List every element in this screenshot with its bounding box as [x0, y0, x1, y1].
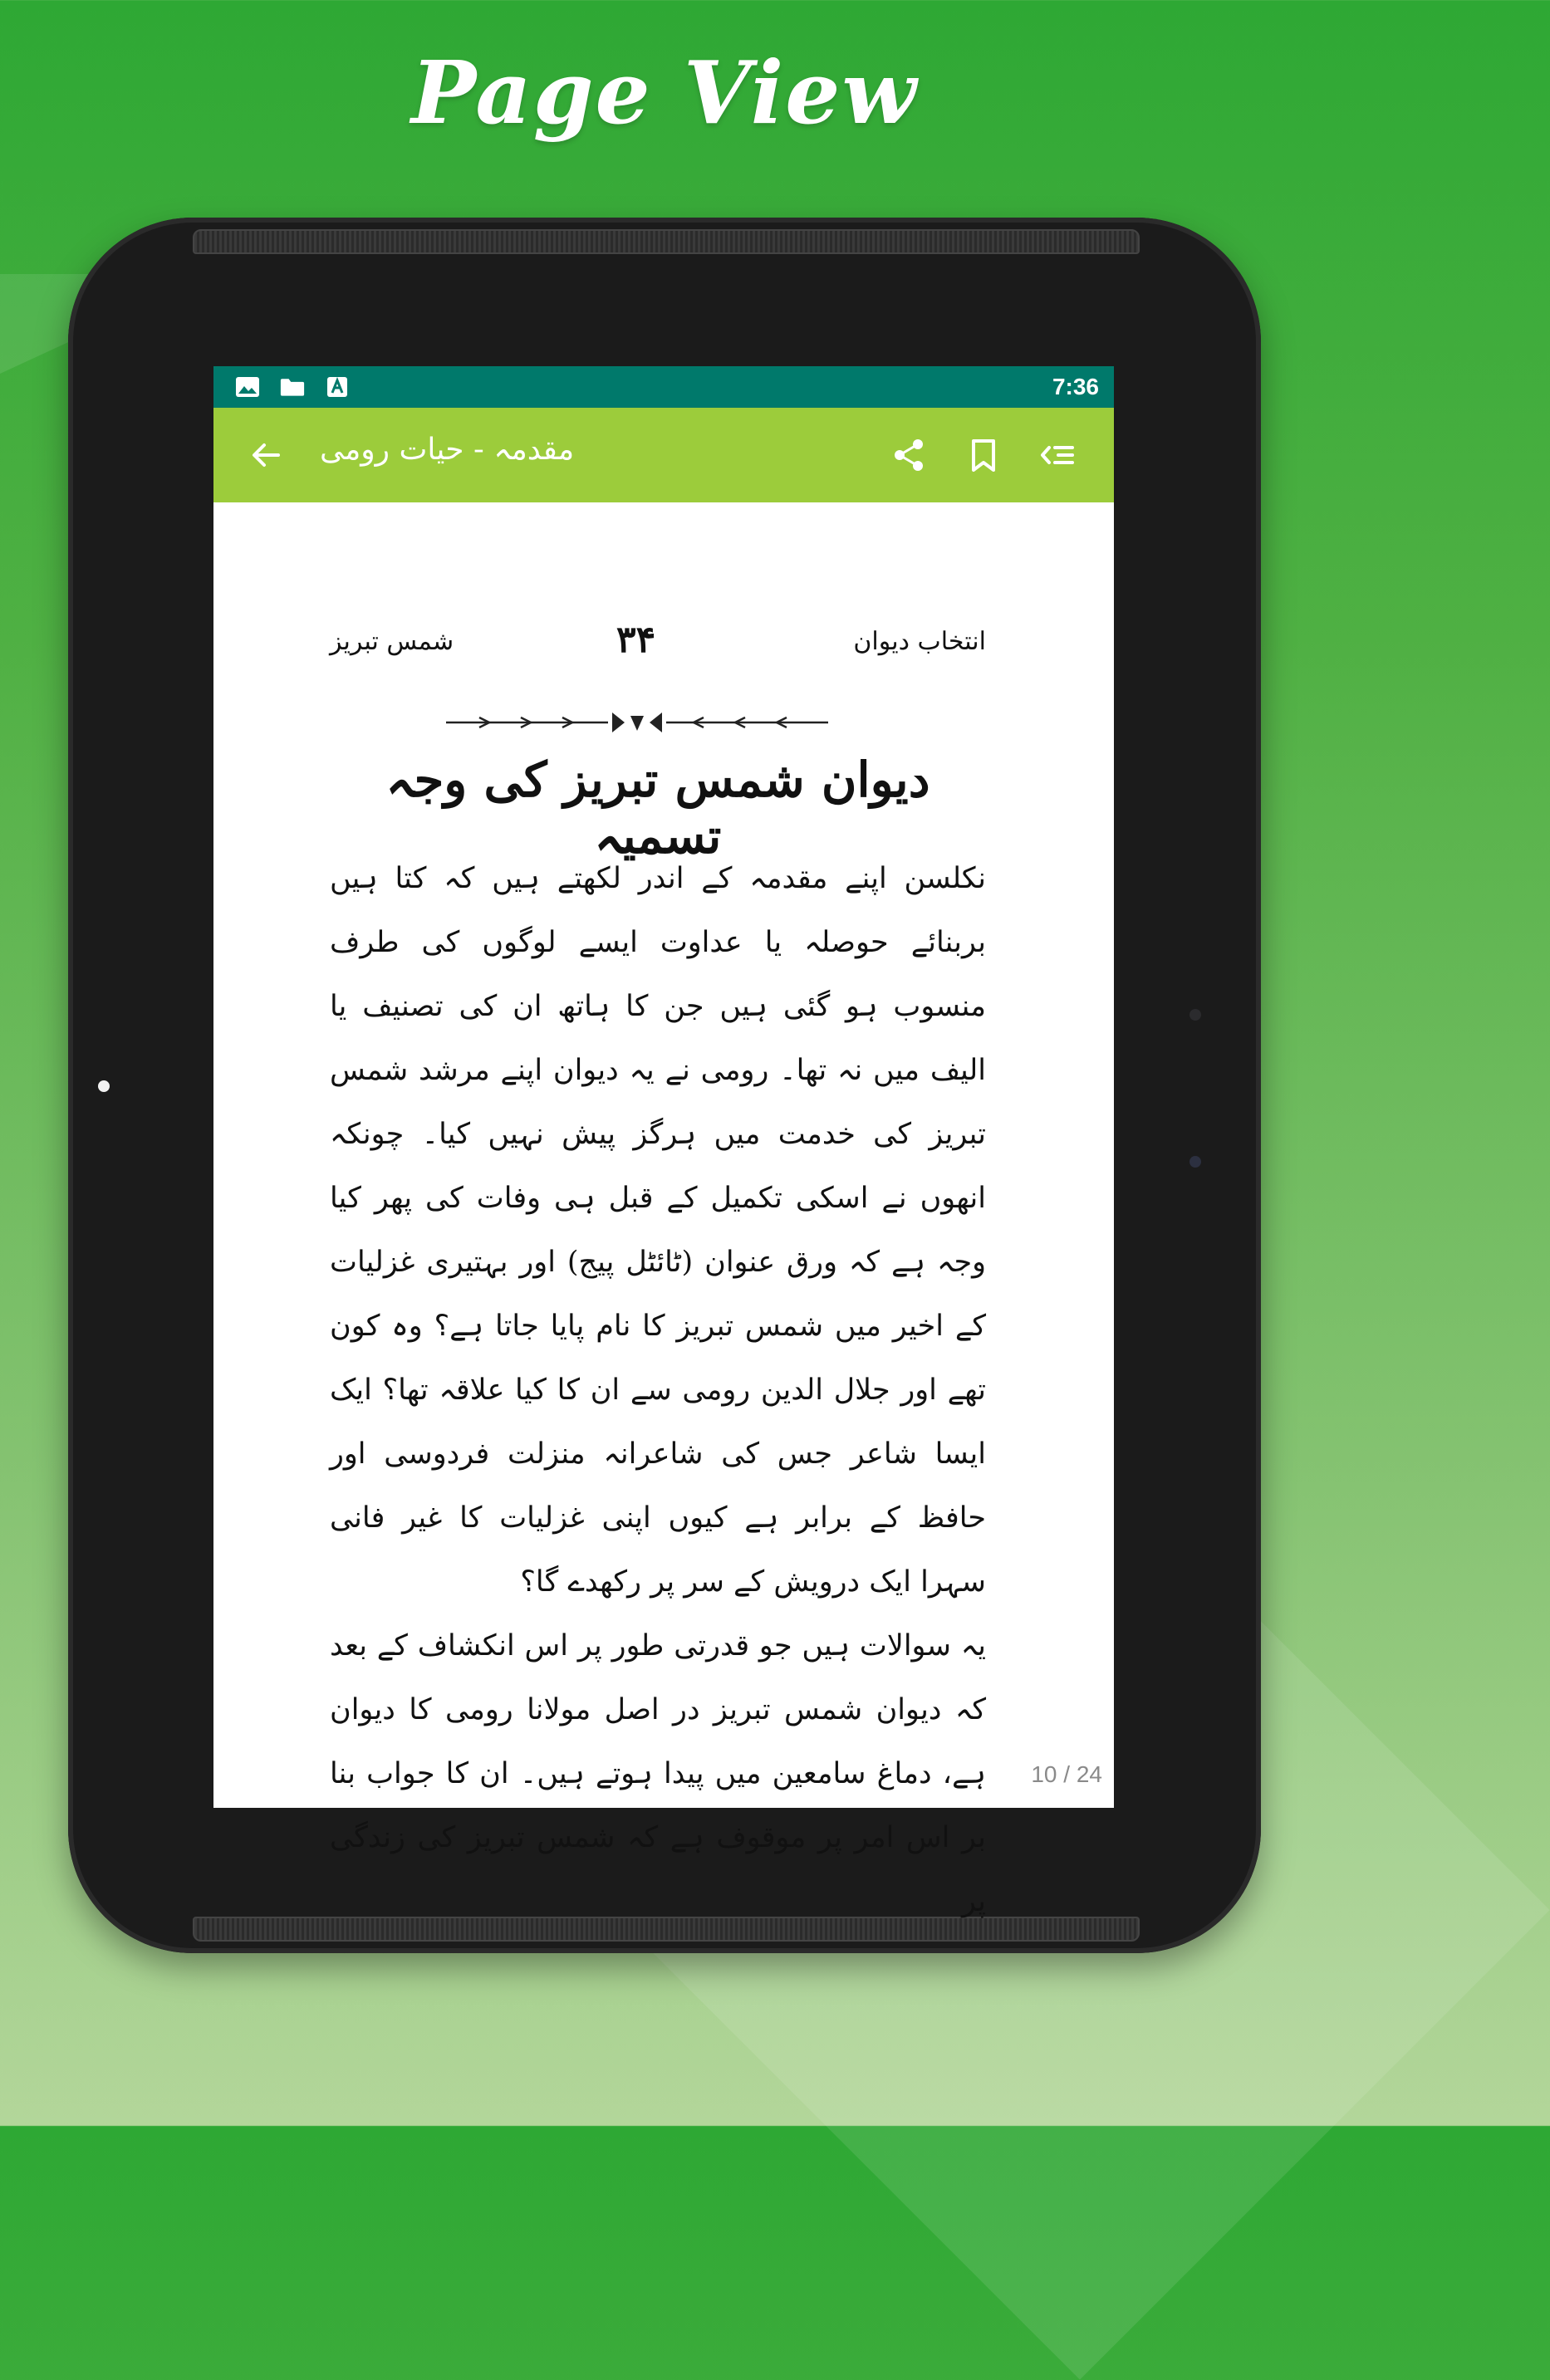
text-a-icon [325, 376, 350, 398]
page-counter: 10 / 24 [1031, 1761, 1102, 1787]
page-number: ۳۴ [616, 619, 656, 661]
bookmark-icon[interactable] [964, 436, 1003, 474]
app-toolbar [213, 408, 1114, 502]
paragraph: نکلسن اپنے مقدمہ کے اندر لکھتے ہیں کہ کتا ہیں بربنائے حوصلہ یا عداوت ایسے لوگوں کی طرف منسوب ہو گئی ہیں جن کا ہاتھ ان کی تصنیف یا الیف میں نہ تھا۔ رومی نے یہ دیوان اپنے مرشد شمس تبریز کی خدمت میں ہرگز پیش نہیں کیا۔ چونکہ انھوں نے اسکی تکمیل کے قبل ہی وفات کی پھر کیا وجہ ہے کہ ورق عنوان (ٹائٹل پیج) اور بہتیری غزلیات کے اخیر میں شمس تبریز کا نام پایا جاتا ہے؟ وہ کون تھے اور جلال الدین رومی سے ان کا کیا علاقہ تھا؟ ایک ایسا شاعر جس کی شاعرانہ منزلت فردوسی اور حافظ کے برابر ہے کیوں اپنی غزلیات کا غیر فانی سہرا ایک درویش کے سر پر رکھدے گا؟ [330, 862, 986, 1599]
image-icon [235, 376, 260, 398]
scanned-page [330, 619, 986, 1918]
back-arrow-icon[interactable] [247, 436, 285, 474]
status-clock: 7:36 [1052, 374, 1099, 399]
promo-headline: Page View [411, 42, 918, 144]
page-header-right: انتخاب دیوان [853, 627, 986, 656]
table-of-contents-icon[interactable] [1037, 436, 1076, 474]
folder-icon [280, 376, 305, 398]
speaker-grille-top [193, 229, 1140, 254]
page-viewer[interactable] [213, 502, 1114, 1918]
page-body [330, 847, 986, 1934]
sensor-dot [1189, 1009, 1201, 1021]
notification-icons [235, 376, 350, 398]
section-title: دیوان شمس تبریز کی وجہ تسمیہ [385, 752, 930, 864]
status-bar [213, 366, 1114, 408]
front-camera [1189, 1156, 1201, 1168]
share-icon[interactable] [890, 436, 928, 474]
toolbar-title: مقدمہ - حیات رومی [320, 433, 575, 467]
paragraph: یہ سوالات ہیں جو قدرتی طور پر اس انکشاف کے بعد کہ دیوان شمس تبریز در اصل مولانا رومی کا دیوان ہے، دماغ سامعین میں پیدا ہوتے ہیں۔ ان کا جواب بنا بر اس امر پر موقوف ہے کہ شمس تبریز کی زندگی پر [330, 1629, 986, 1918]
front-sensor [98, 1080, 110, 1092]
page-header-left: شمس تبریز [330, 627, 454, 656]
device-screen [213, 366, 1114, 1918]
ornament-divider-icon [446, 706, 828, 739]
